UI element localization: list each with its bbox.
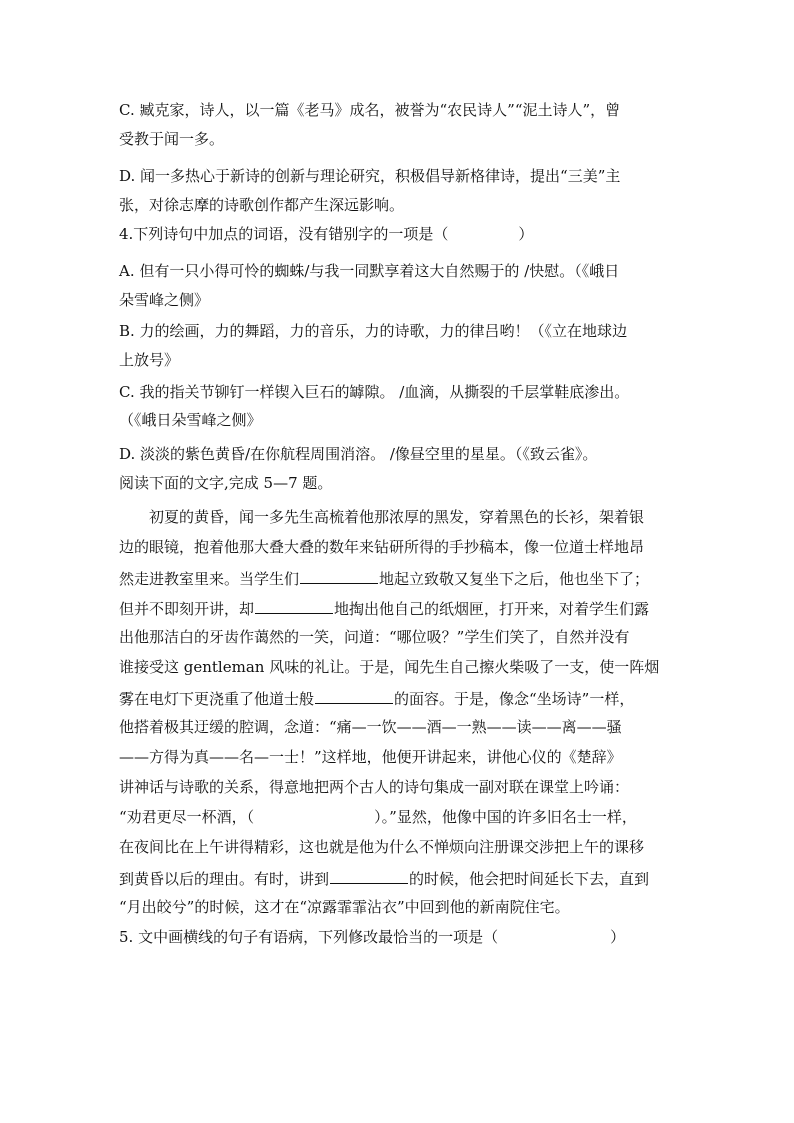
passage-text: 然走进教室里来。当学生们 (119, 570, 300, 588)
question-5-text: 5. 文中画横线的句子有语病，下列修改最恰当的一项是（ (119, 928, 499, 946)
passage-line-3 (119, 567, 679, 589)
passage-line-8: 他搭着极其迂缓的腔调，念道：“痛—一饮——酒—一熟——读——离——骚 (119, 718, 622, 736)
option-d-line-2: 张，对徐志摩的诗歌创作都产生深远影响。 (119, 196, 405, 214)
passage-line-13 (119, 867, 679, 889)
option-c-line-1: C. 臧克家，诗人，以一篇《老马》成名，被誉为“农民诗人”“泥土诗人”，曾 (119, 101, 621, 119)
q4-option-b-line-1: B. 力的绘画，力的舞蹈，力的音乐，力的诗歌，力的律吕哟！（《立在地球边 (119, 322, 628, 340)
fill-blank-3 (315, 687, 393, 704)
passage-text: 地起立致敬又复坐下之后，他也坐下了； (379, 570, 650, 588)
reading-instruction: 阅读下面的文字,完成 5—7 题。 (119, 474, 333, 492)
passage-line-10: 讲神话与诗歌的关系，得意地把两个古人的诗句集成一副对联在课堂上吟诵： (119, 778, 630, 796)
passage-line-11 (119, 807, 679, 827)
passage-line-1: 初夏的黄昏，闻一多先生高梳着他那浓厚的黑发，穿着黑色的长衫，架着银 (149, 508, 645, 526)
passage-text: 的面容。于是，像念“坐场诗”一样， (394, 690, 635, 708)
passage-line-7 (119, 687, 679, 709)
fill-blank-5 (330, 867, 408, 884)
fill-blank-1 (300, 567, 378, 584)
q4-option-c-line-1: C. 我的指关节铆钉一样锲入巨石的罅隙。 /血滴，从撕裂的千层掌鞋底渗出。 (119, 383, 630, 401)
q4-option-c-line-2: （《峨日朵雪峰之侧》 (119, 411, 262, 429)
option-c-line-2: 受教于闻一多。 (119, 130, 225, 148)
q4-option-a-line-2: 朵雪峰之侧》 (119, 291, 210, 309)
question-4-text: 4.下列诗句中加点的词语，没有错别字的一项是（ (119, 225, 449, 243)
passage-text: 但并不即刻开讲，却 (119, 600, 255, 618)
passage-text: 到黄昏以后的理由。有时，讲到 (119, 870, 330, 888)
question-4 (119, 224, 679, 244)
passage-line-9: ——方得为真——名—一士！”这样地，他便开讲起来，讲他心仪的《楚辞》 (119, 748, 622, 766)
passage-line-2: 边的眼镜，抱着他那大叠大叠的数年来钻研所得的手抄稿本，像一位道士样地昂 (119, 538, 645, 556)
passage-text: 雾在电灯下更浇重了他道士般 (119, 690, 315, 708)
passage-line-14: “月出皎兮”的时候，这才在“凉露霏霏沾衣”中回到他的新南院住宅。 (119, 898, 570, 916)
option-d-line-1: D. 闻一多热心于新诗的创新与理论研究，积极倡导新格律诗，提出“三美”主 (119, 167, 621, 185)
question-5 (119, 927, 679, 947)
fill-blank-2 (255, 597, 333, 614)
passage-line-12: 在夜间比在上午讲得精彩，这也就是他为什么不惮烦向注册课交涉把上午的课移 (119, 838, 645, 856)
q4-option-d-line: D. 淡淡的紫色黄昏/在你航程周围消溶。 /像昼空里的星星。（《致云雀》。 (119, 445, 598, 463)
passage-text: “劝君更尽一杯酒，（ (119, 808, 255, 826)
passage-line-6: 谁接受这 gentleman 风味的礼让。于是，闻先生自己擦火柴吸了一支，使一阵烟 (119, 658, 660, 676)
q4-option-b-line-2: 上放号》 (119, 351, 180, 369)
passage-line-4 (119, 597, 679, 619)
question-4-close: ） (518, 225, 534, 243)
q4-option-a-line-1: A. 但有一只小得可怜的蜘蛛/与我一同默享着这大自然赐于的 /快慰。（《峨日 (119, 262, 620, 280)
passage-line-5: 出他那洁白的牙齿作蔼然的一笑，问道：“哪位吸？”学生们笑了，自然并没有 (119, 628, 630, 646)
passage-text: 的时候，他会把时间延长下去，直到 (409, 870, 650, 888)
passage-text: ）。”显然，他像中国的许多旧名士一样， (374, 808, 637, 826)
question-5-close: ） (610, 928, 626, 946)
passage-text: 地掏出他自己的纸烟匣，打开来，对着学生们露 (334, 600, 650, 618)
